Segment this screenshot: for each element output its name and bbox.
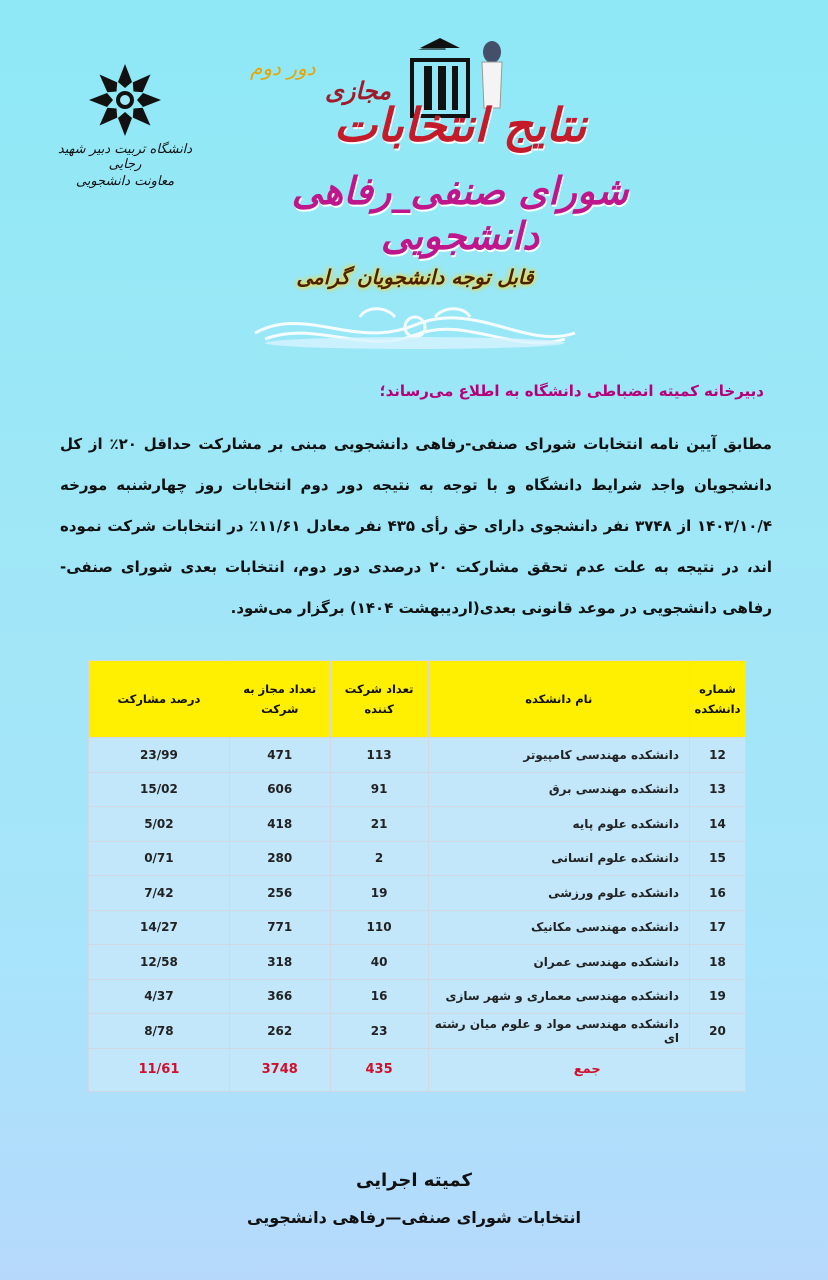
header-participants: تعداد شرکت کننده [330, 661, 428, 738]
notice-banner [240, 265, 590, 355]
faculty-number: 20 [690, 1014, 746, 1049]
faculty-name: دانشکده مهندسی معماری و شهر سازی [428, 979, 690, 1014]
virtual-label: مجازی [325, 76, 392, 105]
total-participants: 435 [330, 1048, 428, 1091]
participation-percent: 5/02 [89, 807, 230, 842]
header-participation-percent: درصد مشارکت [89, 661, 230, 738]
participants-count: 91 [330, 772, 428, 807]
participants-count: 19 [330, 876, 428, 911]
announcement-body: مطابق آیین نامه انتخابات شورای صنفی-رفاهی دانشجویی مبنی بر مشارکت حداقل ۲۰٪ از کل دانشجویان واجد شرایط دانشگاه و با توجه به نتیجه دور دوم انتخابات روز چهارشنبه مورخه ۱۴۰۳/۱۰/۴ از ۳۷۴۸ نفر دانشجوی دارای حق رأی ۴۳۵ نفر معادل ۱۱/۶۱٪ در انتخابات شرکت نموده اند، در نتیجه به علت عدم تحقق مشارکت ۲۰ درصدی دور دوم، انتخابات بعدی شورای صنفی-رفاهی دانشجویی در موعد قانونی بعدی(اردیبهشت ۱۴۰۴) برگزار می‌شود. [60, 435, 772, 617]
faculty-number: 12 [690, 738, 746, 773]
university-emblem-icon [85, 60, 165, 140]
faculty-name: دانشکده مهندسی کامپیوتر [428, 738, 690, 773]
participants-count: 21 [330, 807, 428, 842]
eligible-count: 418 [229, 807, 330, 842]
eligible-count: 471 [229, 738, 330, 773]
eligible-count: 771 [229, 910, 330, 945]
eligible-count: 262 [229, 1014, 330, 1049]
faculty-name: دانشکده علوم انسانی [428, 841, 690, 876]
university-logo [40, 60, 210, 189]
faculty-number: 17 [690, 910, 746, 945]
table-row [89, 979, 746, 1014]
faculty-number: 14 [690, 807, 746, 842]
faculty-name: دانشکده مهندسی مواد و علوم میان رشته ای [428, 1014, 690, 1049]
logo-department-name: معاونت دانشجویی [75, 174, 175, 189]
participation-percent: 14/27 [89, 910, 230, 945]
total-label: جمع [428, 1048, 745, 1091]
table-header-row [89, 661, 746, 738]
eligible-count: 280 [229, 841, 330, 876]
participation-percent: 4/37 [89, 979, 230, 1014]
participants-count: 40 [330, 945, 428, 980]
footer-committee-subtitle: انتخابات شورای صنفی—رفاهی دانشجویی [247, 1208, 581, 1227]
header-faculty-name: نام دانشکده [428, 661, 690, 738]
faculty-number: 18 [690, 945, 746, 980]
table-row [89, 910, 746, 945]
table-row [89, 807, 746, 842]
election-title-banner [230, 18, 690, 258]
eligible-count: 256 [229, 876, 330, 911]
table-row [89, 841, 746, 876]
faculty-name: دانشکده علوم پایه [428, 807, 690, 842]
faculty-name: دانشکده مهندسی مکانیک [428, 910, 690, 945]
faculty-name: دانشکده علوم ورزشی [428, 876, 690, 911]
participants-count: 23 [330, 1014, 428, 1049]
table-row [89, 1014, 746, 1049]
main-title: نتایج انتخابات [333, 98, 587, 152]
logo-university-name: دانشگاه تربیت دبیر شهید رجایی [57, 142, 193, 172]
table-total-row [89, 1048, 746, 1091]
header-faculty-number: شماره دانشکده [690, 661, 746, 738]
participants-count: 16 [330, 979, 428, 1014]
participation-percent: 23/99 [89, 738, 230, 773]
participants-count: 2 [330, 841, 428, 876]
faculty-number: 16 [690, 876, 746, 911]
decorative-flourish-icon [245, 295, 585, 355]
faculty-number: 15 [690, 841, 746, 876]
faculty-number: 13 [690, 772, 746, 807]
participants-count: 110 [330, 910, 428, 945]
participation-percent: 15/02 [89, 772, 230, 807]
participation-percent: 12/58 [89, 945, 230, 980]
table-row [89, 772, 746, 807]
total-eligible: 3748 [229, 1048, 330, 1091]
faculty-name: دانشکده مهندسی عمران [428, 945, 690, 980]
announcement-intro: دبیرخانه کمیته انضباطی دانشگاه به اطلاع می‌رساند؛ [379, 382, 764, 400]
eligible-count: 606 [229, 772, 330, 807]
participants-count: 113 [330, 738, 428, 773]
results-table [88, 660, 746, 1092]
total-percent: 11/61 [89, 1048, 230, 1091]
faculty-number: 19 [690, 979, 746, 1014]
faculty-name: دانشکده مهندسی برق [428, 772, 690, 807]
participation-percent: 0/71 [89, 841, 230, 876]
sub-title: شورای صنفی_رفاهی دانشجویی [291, 168, 629, 258]
eligible-count: 318 [229, 945, 330, 980]
notice-text: قابل توجه دانشجویان گرامی [296, 265, 534, 289]
table-row [89, 945, 746, 980]
participation-percent: 7/42 [89, 876, 230, 911]
footer-committee-title: کمیته اجرایی [356, 1170, 472, 1191]
round-label: دور دوم [250, 56, 316, 80]
eligible-count: 366 [229, 979, 330, 1014]
header-eligible: تعداد مجاز به شرکت [229, 661, 330, 738]
participation-percent: 8/78 [89, 1014, 230, 1049]
table-row [89, 876, 746, 911]
table-row [89, 738, 746, 773]
